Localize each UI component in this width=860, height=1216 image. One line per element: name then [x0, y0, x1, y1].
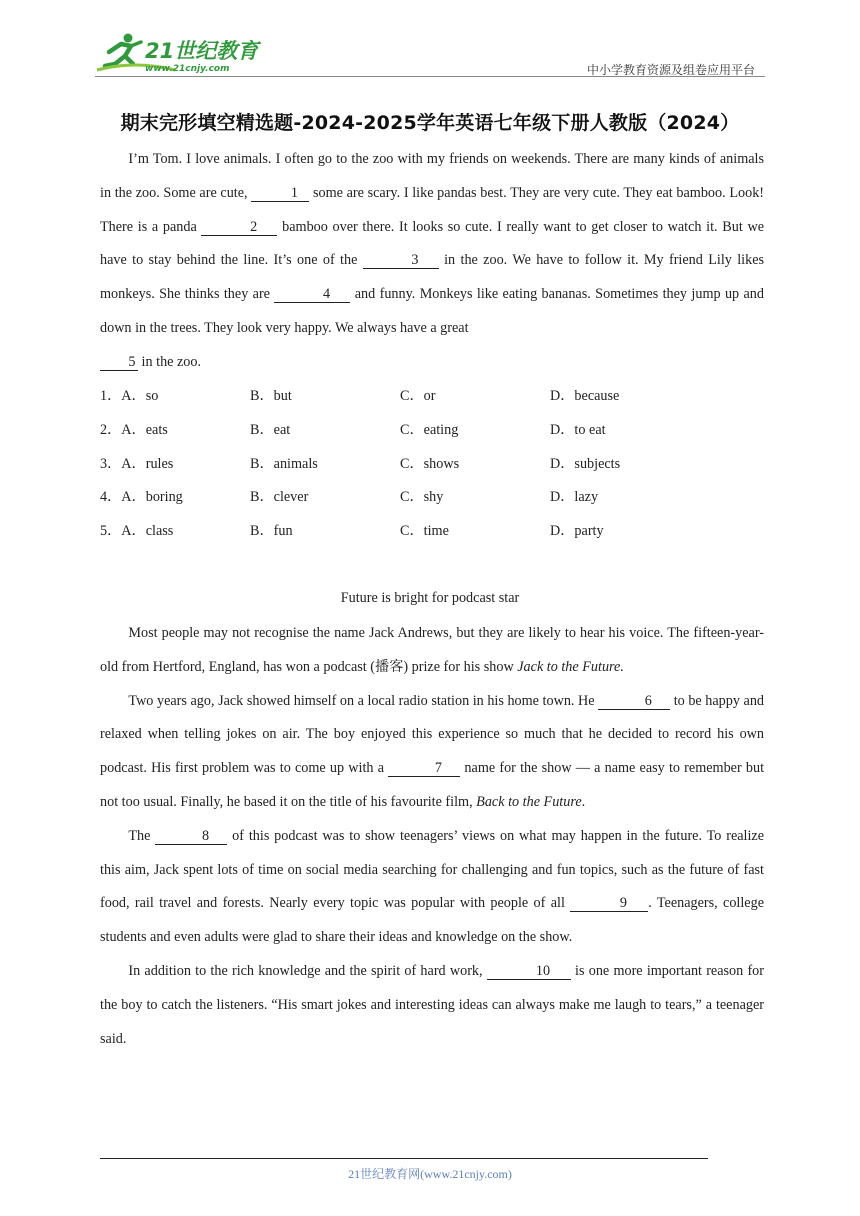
option-b: B．but: [250, 388, 292, 404]
question-row: 2．A．eats B．eat C．eating D．to eat: [100, 414, 764, 448]
option-a: A．rules: [121, 455, 174, 472]
svg-text:21世纪教育: 21世纪教育: [145, 39, 259, 63]
option-c: C．or: [400, 388, 436, 404]
option-a: A．class: [121, 523, 174, 540]
blank-1: 1: [251, 185, 309, 202]
question-options: [100, 380, 764, 549]
passage-1-paragraph: I’m Tom. I love animals. I often go to the zoo with my friends on weekends. There are many kinds of animals in the zoo. Some are cute, 1 some are scary. I like pandas best. They are very cute. They eat bamboo. Look! There is a panda 2 bamboo over there. It looks so cute. I really want to get closer to watch it. But we have to stay behind the line. It’s one of the 3 in the zoo. We have to follow it. My friend Lily likes monkeys. She thinks they are 4 and funny. Monkeys like eating bananas. Sometimes they jump up and down in the trees. They look very happy. We always have a great 5 in the zoo.: [100, 151, 765, 370]
page-title: 期末完形填空精选题-2024-2025学年英语七年级下册人教版（2024）: [120, 112, 740, 134]
passage-2-paragraph-1: Most people may not recognise the name Jack Andrews, but they are likely to hear his voice. The fifteen-year-old from Hertford, England, has won a podcast (播客) prize for his show Jack to the Future.: [100, 625, 764, 675]
page-header: [95, 30, 765, 78]
passage-2-paragraph-3: The 8 of this podcast was to show teenagers’ views on what may happen in the future. To realize this aim, Jack spent lots of time on social media searching for challenging and fun topics, such as the future of fast food, rail travel and forests. Nearly every topic was popular with people of all 9 . Teenagers, college students and even adults were glad to share their ideas and knowledge on the show.: [100, 827, 765, 946]
option-d: D．to eat: [550, 421, 606, 438]
option-a: A．so: [121, 388, 159, 404]
option-c: C．shows: [400, 455, 460, 472]
option-d: D．because: [550, 388, 620, 404]
passage-1: [100, 143, 764, 380]
passage-2: [100, 617, 764, 1056]
option-b: B．fun: [250, 523, 293, 540]
header-divider: [95, 76, 765, 77]
passage-2-paragraph-2: Two years ago, Jack showed himself on a local radio station in his home town. He 6 to be happy and relaxed when telling jokes on air. The boy enjoyed this experience so much that he decided to record his own podcast. His first problem was to come up with a 7 name for the show — a name easy to remember but not too usual. Finally, he based it on the title of his favourite film, Back to the Future.: [100, 692, 765, 810]
blank-3: 3: [363, 252, 439, 269]
question-row: 5．A．class B．fun C．time D．party: [100, 515, 764, 549]
footer-text: 21世纪教育网(www.21cnjy.com): [348, 1167, 512, 1181]
option-d: D．subjects: [550, 455, 621, 472]
option-c: C．shy: [400, 489, 444, 506]
option-b: B．eat: [250, 421, 291, 438]
blank-7: 7: [388, 760, 460, 777]
blank-10: 10: [487, 963, 571, 980]
option-c: C．eating: [400, 421, 459, 438]
show-title: Jack to the Future.: [517, 658, 624, 675]
question-row: 1．A．so B．but C．or D．because: [100, 380, 764, 414]
blank-2: 2: [201, 219, 277, 236]
blank-8: 8: [155, 828, 227, 845]
option-a: A．boring: [121, 489, 183, 506]
platform-name: 中小学教育资源及组卷应用平台: [586, 63, 755, 77]
footer-divider: [100, 1158, 708, 1159]
site-logo: [95, 30, 275, 76]
svg-text:www.21cnjy.com: www.21cnjy.com: [145, 64, 230, 74]
passage-2-title: Future is bright for podcast star: [340, 590, 520, 606]
option-b: B．clever: [250, 489, 309, 506]
blank-5: 5: [100, 354, 138, 371]
blank-4: 4: [274, 286, 350, 303]
option-b: B．animals: [250, 455, 318, 472]
film-title: Back to the Future: [476, 793, 582, 810]
blank-6: 6: [598, 693, 670, 710]
option-a: A．eats: [121, 421, 168, 438]
question-row: 4．A．boring B．clever C．shy D．lazy: [100, 481, 764, 515]
option-d: D．party: [550, 523, 604, 540]
option-c: C．time: [400, 523, 449, 540]
question-row: 3．A．rules B．animals C．shows D．subjects: [100, 448, 764, 482]
passage-2-paragraph-4: In addition to the rich knowledge and the spirit of hard work, 10 is one more important reason for the boy to catch the listeners. “His smart jokes and interesting ideas can always make me laugh to tears,” a teenager said.: [100, 962, 765, 1047]
blank-9: 9: [570, 895, 648, 912]
option-d: D．lazy: [550, 489, 599, 506]
